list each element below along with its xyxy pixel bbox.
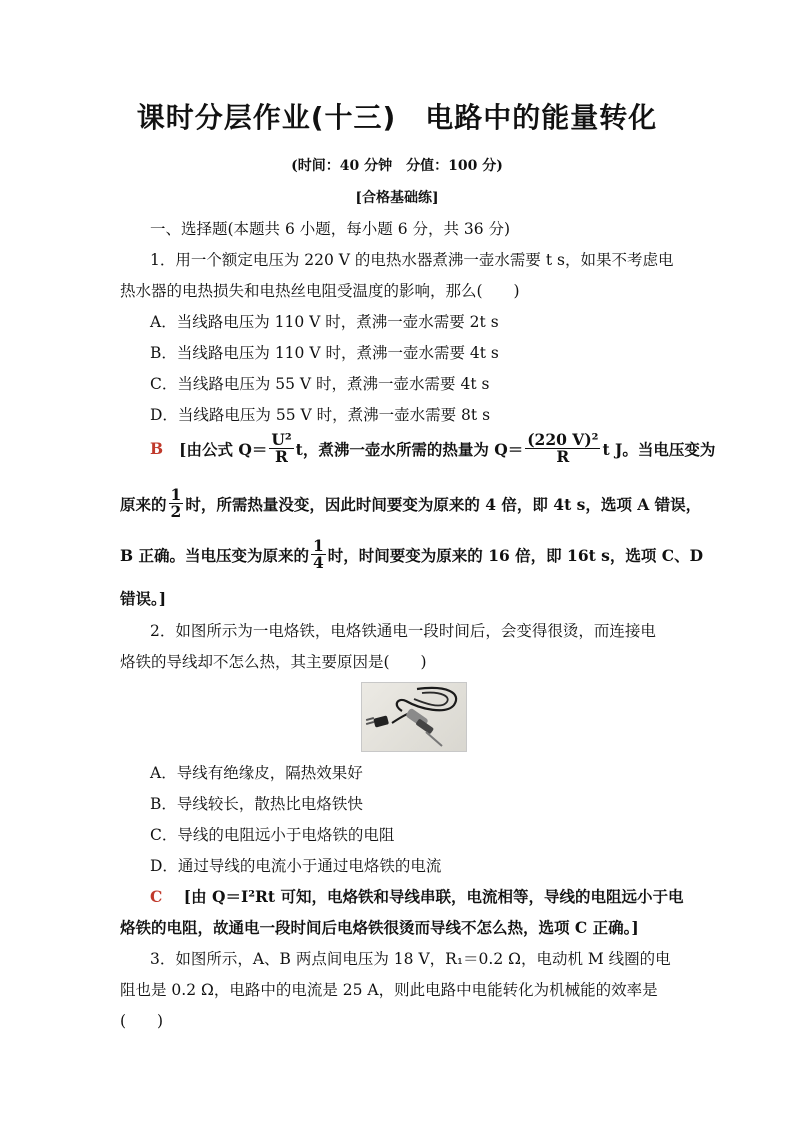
q1-fraction-u2-over-r: $\frac{\text{U²}}{R}$ [271,430,292,467]
q1-exp-g: 时，时间要变为原来的 16 倍，即 16t s，选项 C、D [327,545,704,565]
q3-stem-line1: 3．如图所示，A、B 两点间电压为 18 V，R₁＝0.2 Ω，电动机 M 线圈的电 [150,950,671,968]
q2-option-c: C．导线的电阻远小于电烙铁的电阻 [150,826,395,844]
q3-stem-line2: 阻也是 0.2 Ω，电路中的电流是 25 A，则此电路中电能转化为机械能的效率是 [120,981,658,999]
q1-exp-f: B 正确。当电压变为原来的 [120,545,309,565]
q1-answer: B [150,439,164,459]
q3-stem-line3: ( ) [120,1012,164,1030]
q1-fraction-220v-over-r: $\frac{\text{(220 V)²}}{R}$ [527,430,599,467]
q2-stem-line1: 2．如图所示为一电烙铁，电烙铁通电一段时间后，会变得很烫，而连接电 [150,622,656,640]
q2-option-b: B．导线较长，散热比电烙铁快 [150,795,363,813]
soldering-iron-icon [362,683,466,751]
q1-explanation-line3 [120,538,703,572]
q1-exp-c: t J。当电压变为 [602,439,716,459]
time-score-info: (时间：40 分钟 分值：100 分) [291,158,503,174]
q1-explanation-line2 [120,487,701,521]
q1-explanation-line4: 错误。] [120,589,167,608]
q1-fraction-half: $\frac{1}{2}$ [170,485,182,522]
q1-exp-a: [由公式 Q＝ [179,439,268,459]
q1-stem-line1: 1．用一个额定电压为 220 V 的电热水器煮沸一壶水需要 t s，如果不考虑电 [150,251,674,269]
part-heading: 一、选择题(本题共 6 小题，每小题 6 分，共 36 分) [150,220,511,238]
q2-explanation-line1 [150,885,683,907]
q1-explanation-line1 [150,432,715,466]
q1-stem-line2: 热水器的电热损失和电热丝电阻受温度的影响，那么( ) [120,282,520,300]
q2-option-d: D．通过导线的电流小于通过电烙铁的电流 [150,857,442,875]
q1-option-d: D．当线路电压为 55 V 时，煮沸一壶水需要 8t s [150,406,491,424]
section-heading: [合格基础练] [355,190,439,206]
q1-option-a: A．当线路电压为 110 V 时，煮沸一壶水需要 2t s [150,313,499,331]
q1-exp-e: 时，所需热量没变，因此时间要变为原来的 4 倍，即 4t s，选项 A 错误， [185,494,702,514]
q1-fraction-quarter: $\frac{1}{4}$ [313,536,324,573]
q2-explanation-line2: 烙铁的电阻，故通电一段时间后电烙铁很烫而导线不怎么热，选项 C 正确。] [120,918,639,937]
q2-exp1: [由 Q＝I²Rt 可知，电烙铁和导线串联，电流相等，导线的电阻远小于电 [183,887,684,906]
soldering-iron-image [361,682,467,752]
q1-option-c: C．当线路电压为 55 V 时，煮沸一壶水需要 4t s [150,375,490,393]
q2-option-a: A．导线有绝缘皮，隔热效果好 [150,764,363,782]
page-title: 课时分层作业(十三) 电路中的能量转化 [136,101,658,134]
q1-option-b: B．当线路电压为 110 V 时，煮沸一壶水需要 4t s [150,344,499,362]
q2-answer: C [150,887,163,906]
q1-exp-d: 原来的 [120,494,167,514]
q1-exp-b: t，煮沸一壶水所需的热量为 Q＝ [295,439,524,459]
q2-stem-line2: 烙铁的导线却不怎么热，其主要原因是( ) [120,653,427,671]
